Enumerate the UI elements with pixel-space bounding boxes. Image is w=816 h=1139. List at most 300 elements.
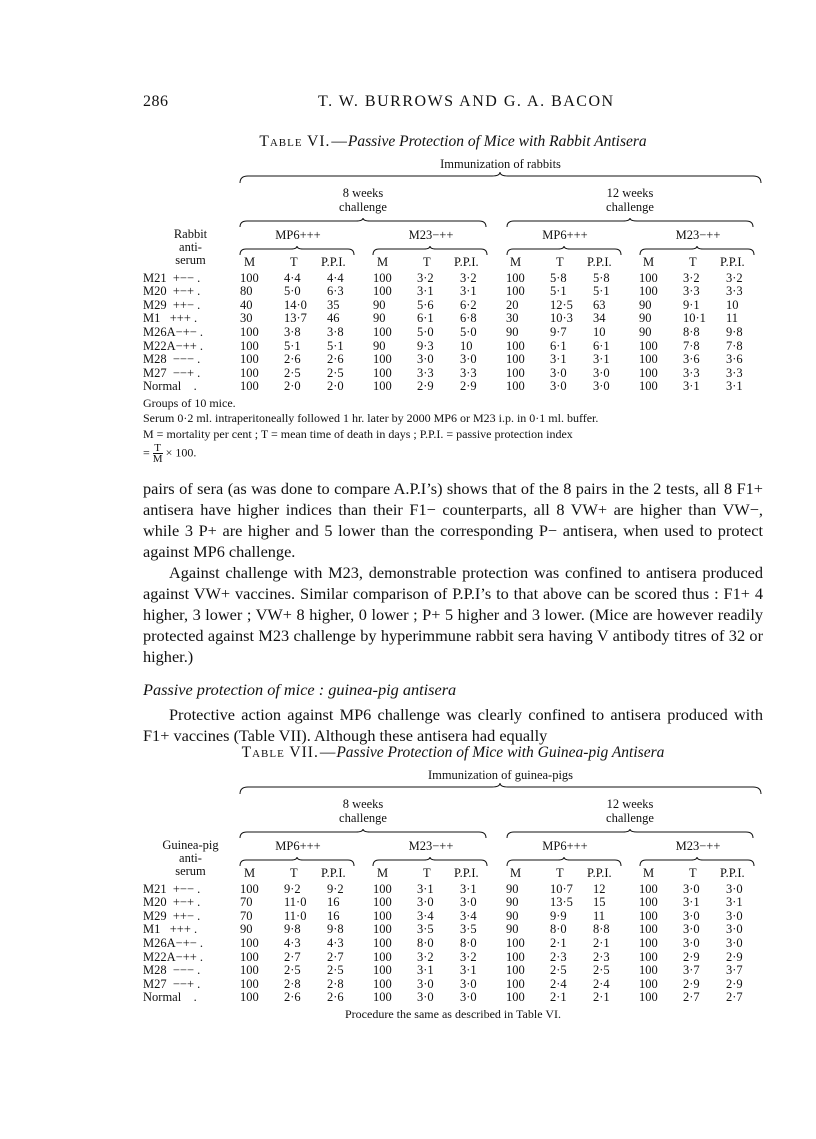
- table-7-number: Table VII.: [241, 744, 319, 761]
- table-cell: 34: [593, 311, 606, 326]
- table-7-challenge-row: [143, 795, 763, 829]
- table-6-serum-header: Rabbit anti- serum: [173, 227, 208, 267]
- table-cell: 11·0: [284, 895, 307, 910]
- table-6-challenge-braces: [143, 218, 763, 228]
- table-cell: 3·0: [683, 935, 700, 950]
- col-t: T: [689, 255, 697, 269]
- table-cell: 3·1: [417, 963, 434, 978]
- table-cell: 46: [327, 311, 340, 326]
- table-cell: 8·8: [593, 922, 610, 937]
- table-cell: 3·1: [460, 284, 477, 299]
- table-cell: 3·2: [726, 270, 743, 285]
- table-7-challenge-braces: [143, 829, 763, 839]
- table-cell: 3·2: [417, 270, 434, 285]
- table-cell: 3·0: [683, 881, 700, 896]
- table-6-caption: Passive Protection of Mice with Rabbit Antisera: [347, 133, 647, 150]
- col-m: M: [510, 866, 522, 880]
- table-row: [143, 326, 763, 340]
- table-cell: 20: [506, 297, 519, 312]
- table-cell: 10·7: [550, 881, 573, 896]
- table-cell: 2·9: [683, 949, 700, 964]
- table-row: [143, 340, 763, 354]
- table-cell: 6·8: [460, 311, 477, 326]
- col-t: T: [556, 866, 564, 880]
- table-cell: 2·5: [327, 365, 344, 380]
- table-cell: 3·2: [417, 949, 434, 964]
- table-cell: 2·7: [683, 990, 700, 1005]
- table-cell: 3·0: [550, 365, 567, 380]
- table-cell: 30: [506, 311, 519, 326]
- table-cell: 90: [639, 297, 652, 312]
- table-cell: 3·8: [327, 324, 344, 339]
- table-cell: 5·0: [417, 324, 434, 339]
- table-cell: 3·5: [417, 922, 434, 937]
- table-cell: 2·0: [284, 379, 301, 394]
- table-cell: 100: [639, 352, 658, 367]
- table-cell: 100: [639, 949, 658, 964]
- table-cell: 100: [240, 352, 259, 367]
- table-cell: 3·0: [417, 895, 434, 910]
- table-6-strain-m23-12wk: M23−++: [675, 228, 721, 242]
- table-6-challenge-8wk: 8 weeks challenge: [339, 186, 387, 214]
- col-m: M: [377, 866, 389, 880]
- table-cell: 3·0: [417, 976, 434, 991]
- table-6: [143, 133, 763, 464]
- table-cell: 100: [373, 270, 392, 285]
- col-m: M: [244, 866, 256, 880]
- table-cell: 100: [639, 908, 658, 923]
- table-cell: 35: [327, 297, 340, 312]
- table-cell: 100: [639, 365, 658, 380]
- table-cell: 100: [373, 922, 392, 937]
- table-cell: 3·1: [417, 284, 434, 299]
- col-t: T: [423, 255, 431, 269]
- col-m: M: [377, 255, 389, 269]
- table-7: [143, 744, 763, 1021]
- table-cell: 3·0: [726, 908, 743, 923]
- col-m: M: [643, 255, 655, 269]
- row-label: M26A−+− .: [143, 935, 204, 950]
- table-6-strain-mp6-12wk: MP6+++: [542, 228, 588, 242]
- table-cell: 3·1: [726, 895, 743, 910]
- table-row: [143, 299, 763, 313]
- table-cell: 3·6: [683, 352, 700, 367]
- table-cell: 2·7: [284, 949, 301, 964]
- table-row: [143, 978, 763, 992]
- table-cell: 90: [639, 311, 652, 326]
- table-row: [143, 380, 763, 394]
- table-row: [143, 937, 763, 951]
- table-cell: 3·1: [460, 881, 477, 896]
- table-cell: 3·0: [550, 379, 567, 394]
- table-cell: 3·0: [417, 990, 434, 1005]
- table-cell: 3·0: [683, 922, 700, 937]
- col-ppi: P.P.I.: [587, 255, 612, 269]
- table-cell: 3·0: [460, 976, 477, 991]
- table-cell: 3·3: [726, 284, 743, 299]
- table-cell: 90: [506, 922, 519, 937]
- table-cell: 10·3: [550, 311, 573, 326]
- row-label: M1 +++ .: [143, 922, 198, 937]
- table-cell: 3·3: [460, 365, 477, 380]
- table-cell: 12: [593, 881, 606, 896]
- table-7-top-brace: [238, 783, 763, 795]
- table-cell: 2·1: [550, 935, 567, 950]
- table-cell: 90: [373, 338, 386, 353]
- table-row: [143, 312, 763, 326]
- col-m: M: [510, 255, 522, 269]
- table-cell: 100: [506, 270, 525, 285]
- table-row: [143, 353, 763, 367]
- table-cell: 4·4: [284, 270, 301, 285]
- table-cell: 3·0: [460, 990, 477, 1005]
- table-row: [143, 991, 763, 1005]
- table-cell: 5·8: [550, 270, 567, 285]
- row-label: M27 −−+ .: [143, 365, 201, 380]
- col-t: T: [556, 255, 564, 269]
- table-cell: 100: [240, 270, 259, 285]
- table-cell: 2·0: [327, 379, 344, 394]
- table-cell: 100: [373, 976, 392, 991]
- table-cell: 100: [240, 881, 259, 896]
- table-cell: 2·1: [593, 935, 610, 950]
- table-cell: 3·0: [417, 352, 434, 367]
- table-cell: 6·1: [550, 338, 567, 353]
- table-cell: 63: [593, 297, 606, 312]
- table-cell: 9·3: [417, 338, 434, 353]
- table-cell: 100: [373, 284, 392, 299]
- table-cell: 3·3: [726, 365, 743, 380]
- row-label: M22A−++ .: [143, 338, 204, 353]
- table-cell: 3·0: [460, 895, 477, 910]
- table-cell: 5·1: [593, 284, 610, 299]
- table-7-immunization-label: Immunization of guinea-pigs: [427, 768, 574, 782]
- table-6-strain-m23-8wk: M23−++: [408, 228, 454, 242]
- table-cell: 3·7: [726, 963, 743, 978]
- table-cell: 100: [240, 976, 259, 991]
- table-cell: 5·0: [460, 324, 477, 339]
- table-cell: 8·0: [417, 935, 434, 950]
- table-cell: 8·0: [460, 935, 477, 950]
- table-cell: 100: [639, 881, 658, 896]
- table-cell: 3·0: [460, 352, 477, 367]
- table-cell: 2·1: [550, 990, 567, 1005]
- table-cell: 3·1: [550, 352, 567, 367]
- table-cell: 3·4: [417, 908, 434, 923]
- table-cell: 3·0: [726, 935, 743, 950]
- table-cell: 16: [327, 895, 340, 910]
- table-6-challenge-row: [143, 184, 763, 218]
- table-cell: 90: [506, 895, 519, 910]
- table-cell: 3·1: [593, 352, 610, 367]
- table-cell: 100: [506, 935, 525, 950]
- row-label: M28 −−− .: [143, 963, 201, 978]
- table-cell: 100: [639, 935, 658, 950]
- table-cell: 2·8: [284, 976, 301, 991]
- table-cell: 3·6: [726, 352, 743, 367]
- table-cell: 2·3: [550, 949, 567, 964]
- table-cell: 100: [506, 284, 525, 299]
- table-7-caption: Passive Protection of Mice with Guinea-pig Antisera: [336, 744, 665, 761]
- table-cell: 30: [240, 311, 253, 326]
- table-6-note-groups: Groups of 10 mice.: [143, 395, 236, 410]
- row-label: M27 −−+ .: [143, 976, 201, 991]
- table-7-challenge-12wk: 12 weeks challenge: [606, 797, 654, 825]
- table-cell: 7·8: [683, 338, 700, 353]
- table-cell: 100: [506, 976, 525, 991]
- table-6-immunization-label: Immunization of rabbits: [440, 157, 561, 171]
- table-6-top-brace: [238, 172, 763, 184]
- row-label: M21 +−− .: [143, 270, 201, 285]
- col-t: T: [290, 866, 298, 880]
- table-cell: 100: [373, 365, 392, 380]
- table-cell: 100: [373, 352, 392, 367]
- table-cell: 11·0: [284, 908, 307, 923]
- table-cell: 3·0: [593, 379, 610, 394]
- table-7-note: Procedure the same as described in Table VI.: [345, 1006, 561, 1021]
- body-text: [143, 478, 763, 746]
- table-6-title: Table VI.—Passive Protection of Mice with Rabbit Antisera: [259, 133, 647, 150]
- table-cell: 100: [240, 338, 259, 353]
- table-row: [143, 923, 763, 937]
- col-m: M: [244, 255, 256, 269]
- table-row: [143, 272, 763, 286]
- table-cell: 6·2: [460, 297, 477, 312]
- table-cell: 100: [639, 284, 658, 299]
- table-cell: 100: [373, 379, 392, 394]
- table-cell: 5·0: [284, 284, 301, 299]
- table-cell: 90: [373, 297, 386, 312]
- table-6-column-header-row: [143, 256, 763, 272]
- table-cell: 16: [327, 908, 340, 923]
- table-cell: 3·1: [726, 379, 743, 394]
- row-label: M28 −−− .: [143, 352, 201, 367]
- table-cell: 100: [506, 379, 525, 394]
- table-cell: 14·0: [284, 297, 307, 312]
- table-cell: 2·9: [460, 379, 477, 394]
- table-row: [143, 896, 763, 910]
- table-cell: 100: [373, 881, 392, 896]
- table-6-note-procedure: Serum 0·2 ml. intraperitoneally followed 1 hr. later by 2000 MP6 or M23 i.p. in 0·1 ml. buffer.: [143, 411, 599, 426]
- table-6-strain-mp6-8wk: MP6+++: [275, 228, 321, 242]
- table-cell: 2·4: [593, 976, 610, 991]
- table-cell: 3·4: [460, 908, 477, 923]
- page-header: [143, 93, 763, 115]
- table-cell: 10·1: [683, 311, 706, 326]
- table-cell: 2·1: [593, 990, 610, 1005]
- table-cell: 90: [506, 908, 519, 923]
- table-cell: 70: [240, 908, 253, 923]
- table-cell: 100: [639, 922, 658, 937]
- table-6-strain-braces: [143, 246, 763, 256]
- table-cell: 100: [373, 990, 392, 1005]
- row-label: M29 ++− .: [143, 297, 201, 312]
- table-cell: 5·1: [327, 338, 344, 353]
- table-6-note-formula: = $\frac{T}{M}$ × 100.: [143, 442, 197, 466]
- table-cell: 13·5: [550, 895, 573, 910]
- table-cell: 2·5: [593, 963, 610, 978]
- table-cell: 4·3: [284, 935, 301, 950]
- table-cell: 2·5: [327, 963, 344, 978]
- table-cell: 2·7: [726, 990, 743, 1005]
- table-7-challenge-8wk: 8 weeks challenge: [339, 797, 387, 825]
- table-cell: 100: [373, 935, 392, 950]
- table-cell: 100: [373, 949, 392, 964]
- table-cell: 2·5: [284, 365, 301, 380]
- table-cell: 100: [506, 963, 525, 978]
- table-cell: 100: [506, 352, 525, 367]
- table-cell: 11: [593, 908, 606, 923]
- table-cell: 2·6: [327, 352, 344, 367]
- table-cell: 9·7: [550, 324, 567, 339]
- table-cell: 2·4: [550, 976, 567, 991]
- table-cell: 3·5: [460, 922, 477, 937]
- table-cell: 2·7: [327, 949, 344, 964]
- table-7-grid: [143, 867, 763, 1005]
- table-7-strain-m23-8wk: M23−++: [408, 839, 454, 853]
- col-ppi: P.P.I.: [454, 255, 479, 269]
- table-cell: 3·7: [683, 963, 700, 978]
- table-cell: 6·1: [593, 338, 610, 353]
- table-cell: 100: [373, 963, 392, 978]
- table-cell: 3·3: [683, 365, 700, 380]
- table-cell: 11: [726, 311, 739, 326]
- table-row: [143, 367, 763, 381]
- table-cell: 100: [240, 990, 259, 1005]
- row-label: M29 ++− .: [143, 908, 201, 923]
- table-row: [143, 285, 763, 299]
- col-t: T: [423, 866, 431, 880]
- table-row: [143, 883, 763, 897]
- table-cell: 3·2: [460, 949, 477, 964]
- table-cell: 100: [240, 379, 259, 394]
- table-cell: 9·8: [284, 922, 301, 937]
- table-cell: 2·5: [550, 963, 567, 978]
- table-cell: 9·1: [683, 297, 700, 312]
- table-cell: 40: [240, 297, 253, 312]
- table-cell: 15: [593, 895, 606, 910]
- table-cell: 3·8: [284, 324, 301, 339]
- table-6-number: Table VI.: [259, 133, 331, 150]
- table-cell: 80: [240, 284, 253, 299]
- table-row: [143, 910, 763, 924]
- row-label: M1 +++ .: [143, 311, 198, 326]
- col-ppi: P.P.I.: [321, 866, 346, 880]
- table-7-title: Table VII.—Passive Protection of Mice with Guinea-pig Antisera: [241, 744, 665, 761]
- col-t: T: [689, 866, 697, 880]
- table-cell: 3·0: [726, 922, 743, 937]
- table-cell: 10: [593, 324, 606, 339]
- table-cell: 6·1: [417, 311, 434, 326]
- table-7-strain-braces: [143, 857, 763, 867]
- table-7-column-header-row: [143, 867, 763, 883]
- table-cell: 4·3: [327, 935, 344, 950]
- table-cell: 100: [639, 976, 658, 991]
- table-cell: 2·8: [327, 976, 344, 991]
- table-cell: 3·0: [593, 365, 610, 380]
- table-cell: 10: [460, 338, 473, 353]
- row-label: M20 +−+ .: [143, 284, 201, 299]
- table-cell: 5·8: [593, 270, 610, 285]
- col-ppi: P.P.I.: [454, 866, 479, 880]
- running-head: T. W. BURROWS AND G. A. BACON: [318, 93, 615, 110]
- col-m: M: [643, 866, 655, 880]
- formula-fraction: $\frac{T}{M}$: [152, 442, 163, 466]
- table-cell: 3·0: [726, 881, 743, 896]
- table-cell: 5·6: [417, 297, 434, 312]
- table-cell: 9·9: [550, 908, 567, 923]
- table-cell: 100: [240, 963, 259, 978]
- table-cell: 70: [240, 895, 253, 910]
- table-cell: 100: [373, 908, 392, 923]
- table-6-grid: [143, 256, 763, 394]
- table-cell: 100: [639, 338, 658, 353]
- table-cell: 100: [639, 270, 658, 285]
- table-cell: 90: [506, 881, 519, 896]
- page-number: 286: [143, 93, 169, 110]
- table-7-strain-mp6-8wk: MP6+++: [275, 839, 321, 853]
- table-cell: 100: [639, 895, 658, 910]
- table-cell: 100: [240, 324, 259, 339]
- table-cell: 2·6: [284, 990, 301, 1005]
- table-cell: 2·3: [593, 949, 610, 964]
- table-cell: 3·1: [683, 379, 700, 394]
- table-cell: 90: [506, 324, 519, 339]
- table-cell: 90: [240, 922, 253, 937]
- table-cell: 100: [506, 365, 525, 380]
- table-cell: 100: [240, 949, 259, 964]
- table-cell: 2·9: [726, 976, 743, 991]
- table-cell: 100: [639, 990, 658, 1005]
- table-cell: 100: [639, 963, 658, 978]
- table-cell: 4·4: [327, 270, 344, 285]
- table-cell: 13·7: [284, 311, 307, 326]
- row-label: M26A−+− .: [143, 324, 204, 339]
- table-cell: 2·6: [327, 990, 344, 1005]
- table-cell: 3·1: [683, 895, 700, 910]
- table-cell: 100: [240, 935, 259, 950]
- table-6-note-definitions: M = mortality per cent ; T = mean time of death in days ; P.P.I. = passive protection index: [143, 426, 573, 441]
- row-label: M21 +−− .: [143, 881, 201, 896]
- col-ppi: P.P.I.: [321, 255, 346, 269]
- col-ppi: P.P.I.: [720, 255, 745, 269]
- section-subheading: Passive protection of mice : guinea-pig antisera: [143, 680, 457, 699]
- table-cell: 2·9: [683, 976, 700, 991]
- row-label: Normal .: [143, 379, 197, 394]
- table-cell: 100: [240, 365, 259, 380]
- table-cell: 90: [639, 324, 652, 339]
- table-cell: 2·5: [284, 963, 301, 978]
- table-cell: 9·8: [327, 922, 344, 937]
- table-cell: 9·2: [284, 881, 301, 896]
- col-ppi: P.P.I.: [720, 866, 745, 880]
- table-cell: 100: [506, 338, 525, 353]
- col-t: T: [290, 255, 298, 269]
- table-row: [143, 951, 763, 965]
- table-cell: 10: [726, 297, 739, 312]
- row-label: M22A−++ .: [143, 949, 204, 964]
- table-cell: 2·9: [726, 949, 743, 964]
- table-7-strain-m23-12wk: M23−++: [675, 839, 721, 853]
- table-cell: 90: [373, 311, 386, 326]
- paragraph-3: Protective action against MP6 challenge was clearly confined to antisera produced with F1+ vaccines (Table VII). Although these antisera had equally: [143, 705, 763, 745]
- table-7-strain-mp6-12wk: MP6+++: [542, 839, 588, 853]
- table-cell: 7·8: [726, 338, 743, 353]
- paragraph-2: Against challenge with M23, demonstrable protection was confined to antisera produced against VW+ vaccines. Similar comparison of P.P.I’s to that above can be scored thus : F1+ 4 higher, 3 lower ; VW+ 8 higher, 0 lower ; P+ 5 higher and 3 lower. (Mice are however readily protected against M23 challenge by hyperimmune rabbit sera having V antibody titres of 32 or higher.): [143, 563, 763, 666]
- row-label: Normal .: [143, 990, 197, 1005]
- row-label: M20 +−+ .: [143, 895, 201, 910]
- table-cell: 100: [506, 949, 525, 964]
